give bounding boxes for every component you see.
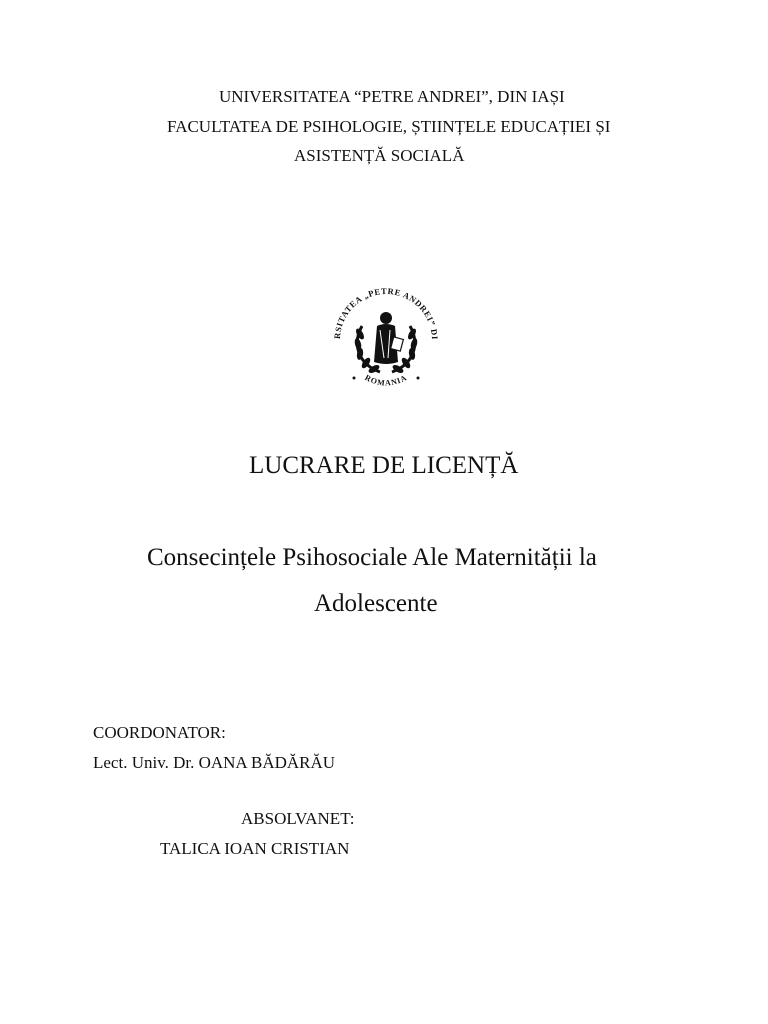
thesis-title-line2: Adolescente <box>314 590 438 617</box>
seal-emblem-icon <box>322 278 450 394</box>
faculty-name-line1: FACULTATEA DE PSIHOLOGIE, ȘTIINȚELE EDUCAȚIEI ȘI <box>167 117 611 136</box>
svg-text:ROMANIA: ROMANIA <box>363 373 409 388</box>
coordinator-label: COORDONATOR: <box>93 723 226 742</box>
faculty-name-line2: ASISTENȚĂ SOCIALĂ <box>294 146 465 165</box>
university-name: UNIVERSITATEA “PETRE ANDREI”, DIN IAȘI <box>219 87 565 106</box>
university-seal-logo <box>322 278 450 394</box>
graduate-name: TALICA IOAN CRISTIAN <box>160 839 350 858</box>
document-type-heading: LUCRARE DE LICENȚĂ <box>249 452 519 479</box>
graduate-label: ABSOLVANET: <box>241 809 355 828</box>
thesis-title-line1: Consecințele Psihosociale Ale Maternității la <box>147 544 597 571</box>
svg-text:UNIVERSITATEA „PETRE ANDREI” D: RSITATEA „PETRE ANDREI” DI <box>331 285 441 341</box>
coordinator-name: Lect. Univ. Dr. OANA BĂDĂRĂU <box>93 753 336 772</box>
